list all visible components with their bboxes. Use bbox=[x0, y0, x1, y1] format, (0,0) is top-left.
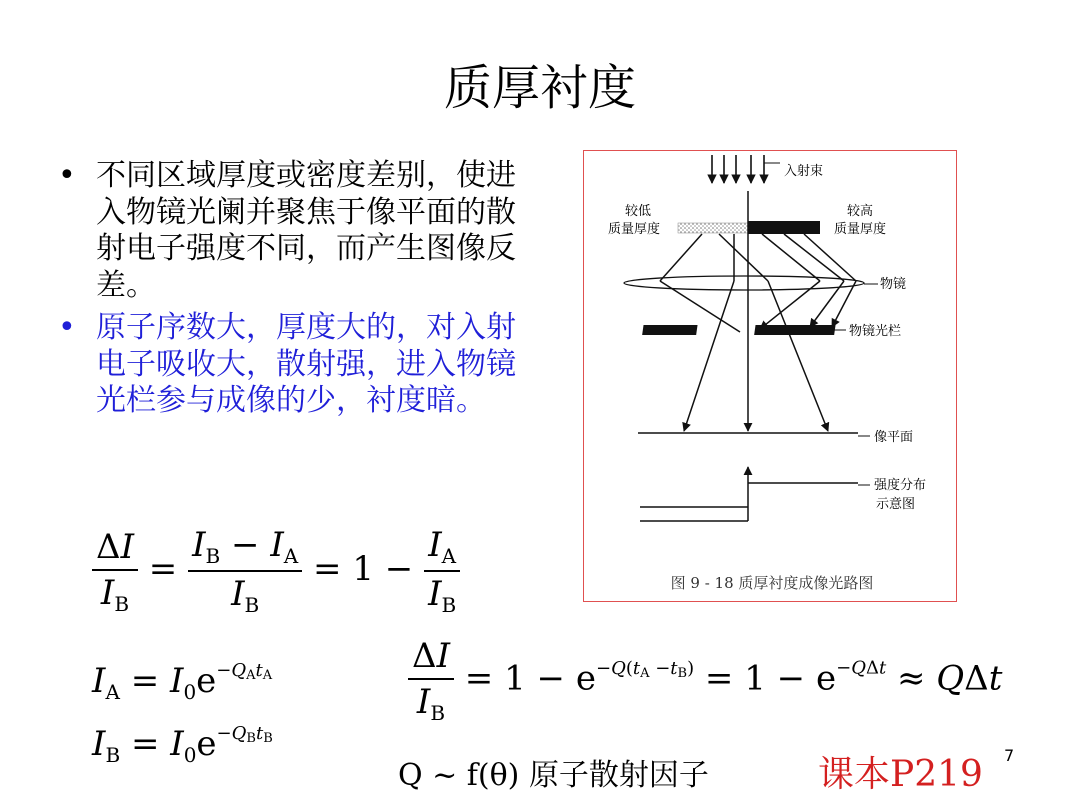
bullet-text: 不同区域厚度或密度差别，使进入物镜光阑并聚焦于像平面的散射电子强度不同，而产生图像反差。 bbox=[96, 158, 516, 303]
label-lens: 物镜 bbox=[880, 277, 907, 292]
label-incident-beam: 入射束 bbox=[784, 164, 824, 179]
figure-caption: 图 9 - 18 质厚衬度成像光路图 bbox=[670, 574, 874, 592]
bullet-marker: • bbox=[58, 310, 76, 345]
label-low-2: 质量厚度 bbox=[607, 222, 661, 237]
aperture-left bbox=[642, 325, 697, 335]
formula-intensity-a: $I_A = I_0e^{-QAtA}$ bbox=[92, 660, 273, 704]
low-mass-thickness-sample bbox=[678, 223, 748, 233]
intensity-distribution bbox=[640, 467, 858, 521]
ray-path-figure bbox=[583, 150, 957, 602]
formula-intensity-b: $I_B = I_0e^{-QBtB}$ bbox=[92, 723, 273, 767]
formula-contrast-approx: $\frac{\Delta I}{I_B}$ = $1 - e^{-Q(tA -tB)} = 1 - e^{-Q\Delta t} \approx Q\Delta t$ bbox=[408, 636, 1002, 725]
bullet-item-black bbox=[58, 158, 538, 304]
label-low-1: 较低 bbox=[624, 204, 652, 219]
scattering-factor-text: 原子散射因子 bbox=[528, 758, 709, 793]
bullet-item-blue bbox=[58, 310, 538, 420]
textbook-reference: 课本P219 bbox=[818, 754, 983, 795]
label-aperture: 物镜光栏 bbox=[849, 324, 902, 339]
bullet-marker: • bbox=[58, 158, 76, 193]
label-high-2: 质量厚度 bbox=[833, 222, 887, 237]
incident-beam-arrows bbox=[712, 155, 764, 183]
aperture-right bbox=[754, 325, 835, 335]
label-high-1: 较高 bbox=[846, 204, 874, 219]
bullet-text: 原子序数大，厚度大的，对入射电子吸收大，散射强，进入物镜光栏参与成像的少，衬度暗。 bbox=[96, 310, 516, 418]
objective-lens bbox=[624, 276, 864, 290]
label-image-plane: 像平面 bbox=[874, 430, 914, 445]
label-intensity-1: 强度分布 bbox=[874, 478, 927, 493]
slide-title: 质厚衬度 bbox=[443, 60, 636, 116]
bullet-list bbox=[58, 158, 538, 426]
page-number: 7 bbox=[1004, 746, 1015, 765]
ray-diagram bbox=[584, 151, 955, 600]
scattering-factor-math: Q ~ f(θ) bbox=[398, 758, 520, 793]
high-mass-thickness-sample bbox=[748, 221, 820, 234]
scattering-factor-line bbox=[398, 750, 709, 794]
formula-contrast-ratio: $\frac{\Delta I}{I_B}$ = $\frac{I_B - I_A}{I_B}$ = 1 − $\frac{I_A}{I_B}$ bbox=[92, 525, 460, 617]
label-intensity-2: 示意图 bbox=[876, 497, 916, 512]
